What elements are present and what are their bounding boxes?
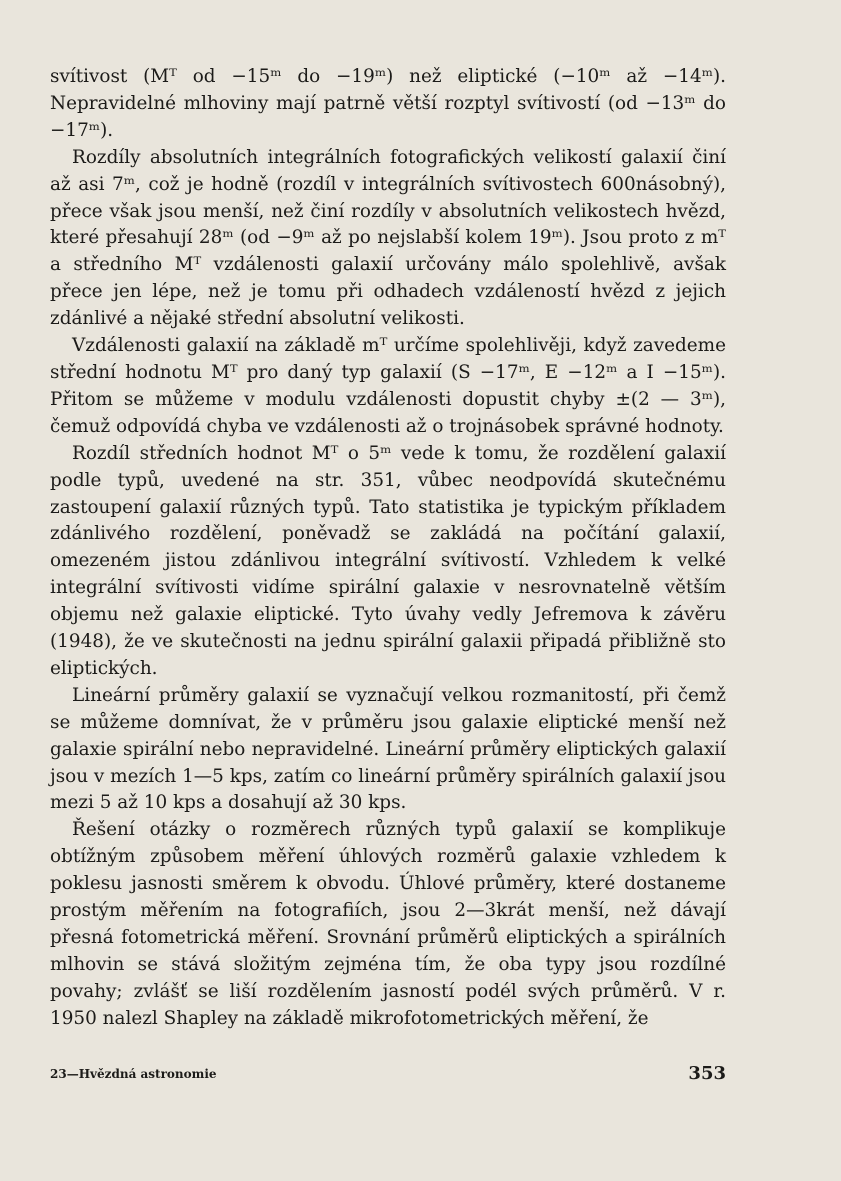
body-text	[50, 64, 726, 1033]
page-number: 353	[688, 1063, 726, 1084]
page-footer	[50, 1063, 726, 1087]
paragraph: Vzdálenosti galaxií na základě mᵀ určíme spolehlivěji, když zavedeme střední hodnotu Mᵀ pro daný typ galaxií (S −17ᵐ, E −12ᵐ a I −15ᵐ). Přitom se můžeme v modulu vzdálenosti dopustit chyby ±(2 — 3ᵐ), čemuž odpovídá chyba ve vzdálenosti až o trojnásobek správné hodnoty.	[50, 335, 726, 437]
paragraph-continuation: svítivost (Mᵀ od −15ᵐ do −19ᵐ) než eliptické (−10ᵐ až −14ᵐ). Nepravidelné mlhoviny mají patrně větší rozptyl svítivostí (od −13ᵐ do −17ᵐ).	[50, 66, 726, 141]
printer-signature: 23—Hvězdná astronomie	[50, 1067, 217, 1081]
paragraph: Rozdíl středních hodnot Mᵀ o 5ᵐ vede k tomu, že rozdělení galaxií podle typů, uvedené na str. 351, vůbec neodpovídá skutečnému zastoupení galaxií různých typů. Tato statistika je typickým příkladem zdánlivého rozdělení, poněvadž se zakládá na počítání galaxií, omezeném jistou zdánlivou integrální svítivostí. Vzhledem k velké integrální svítivosti vidíme spirální galaxie v nesrovnatelně větším objemu než galaxie eliptické. Tyto úvahy vedly Jefremova k závěru (1948), že ve skutečnosti na jednu spirální galaxii připadá přibližně sto eliptických.	[50, 442, 726, 679]
paragraph: Řešení otázky o rozměrech různých typů galaxií se komplikuje obtížným způsobem měření úhlových rozměrů galaxie vzhledem k poklesu jasnosti směrem k obvodu. Úhlové průměry, které dostaneme prostým měřením na fotografiích, jsou 2—3krát menší, než dávají přesná fotometrická měření. Srovnání průměrů eliptických a spirálních mlhovin se stává složitým zejména tím, že oba typy jsou rozdílné povahy; zvlášť se liší rozdělením jasností podél svých průměrů. V r. 1950 nalezl Shapley na základě mikrofotometrických měření, že	[50, 819, 726, 1029]
paragraph: Rozdíly absolutních integrálních fotografických velikostí galaxií činí až asi 7ᵐ, což je hodně (rozdíl v integrálních svítivostech 600násobný), přece však jsou menší, než činí rozdíly v absolutních velikostech hvězd, které přesahují 28ᵐ (od −9ᵐ až po nejslabší kolem 19ᵐ). Jsou proto z mᵀ a středního Mᵀ vzdálenosti galaxií určovány málo spolehlivě, avšak přece jen lépe, než je tomu při odhadech vzdáleností hvězd z jejich zdánlivé a nějaké střední absolutní velikosti.	[50, 146, 726, 330]
paragraph: Lineární průměry galaxií se vyznačují velkou rozmanitostí, při čemž se můžeme domnívat, že v průměru jsou galaxie eliptické menší než galaxie spirální nebo nepravidelné. Lineární průměry eliptických galaxií jsou v mezích 1—5 kps, zatím co lineární průměry spirálních galaxií jsou mezi 5 až 10 kps a dosahují až 30 kps.	[50, 684, 726, 814]
